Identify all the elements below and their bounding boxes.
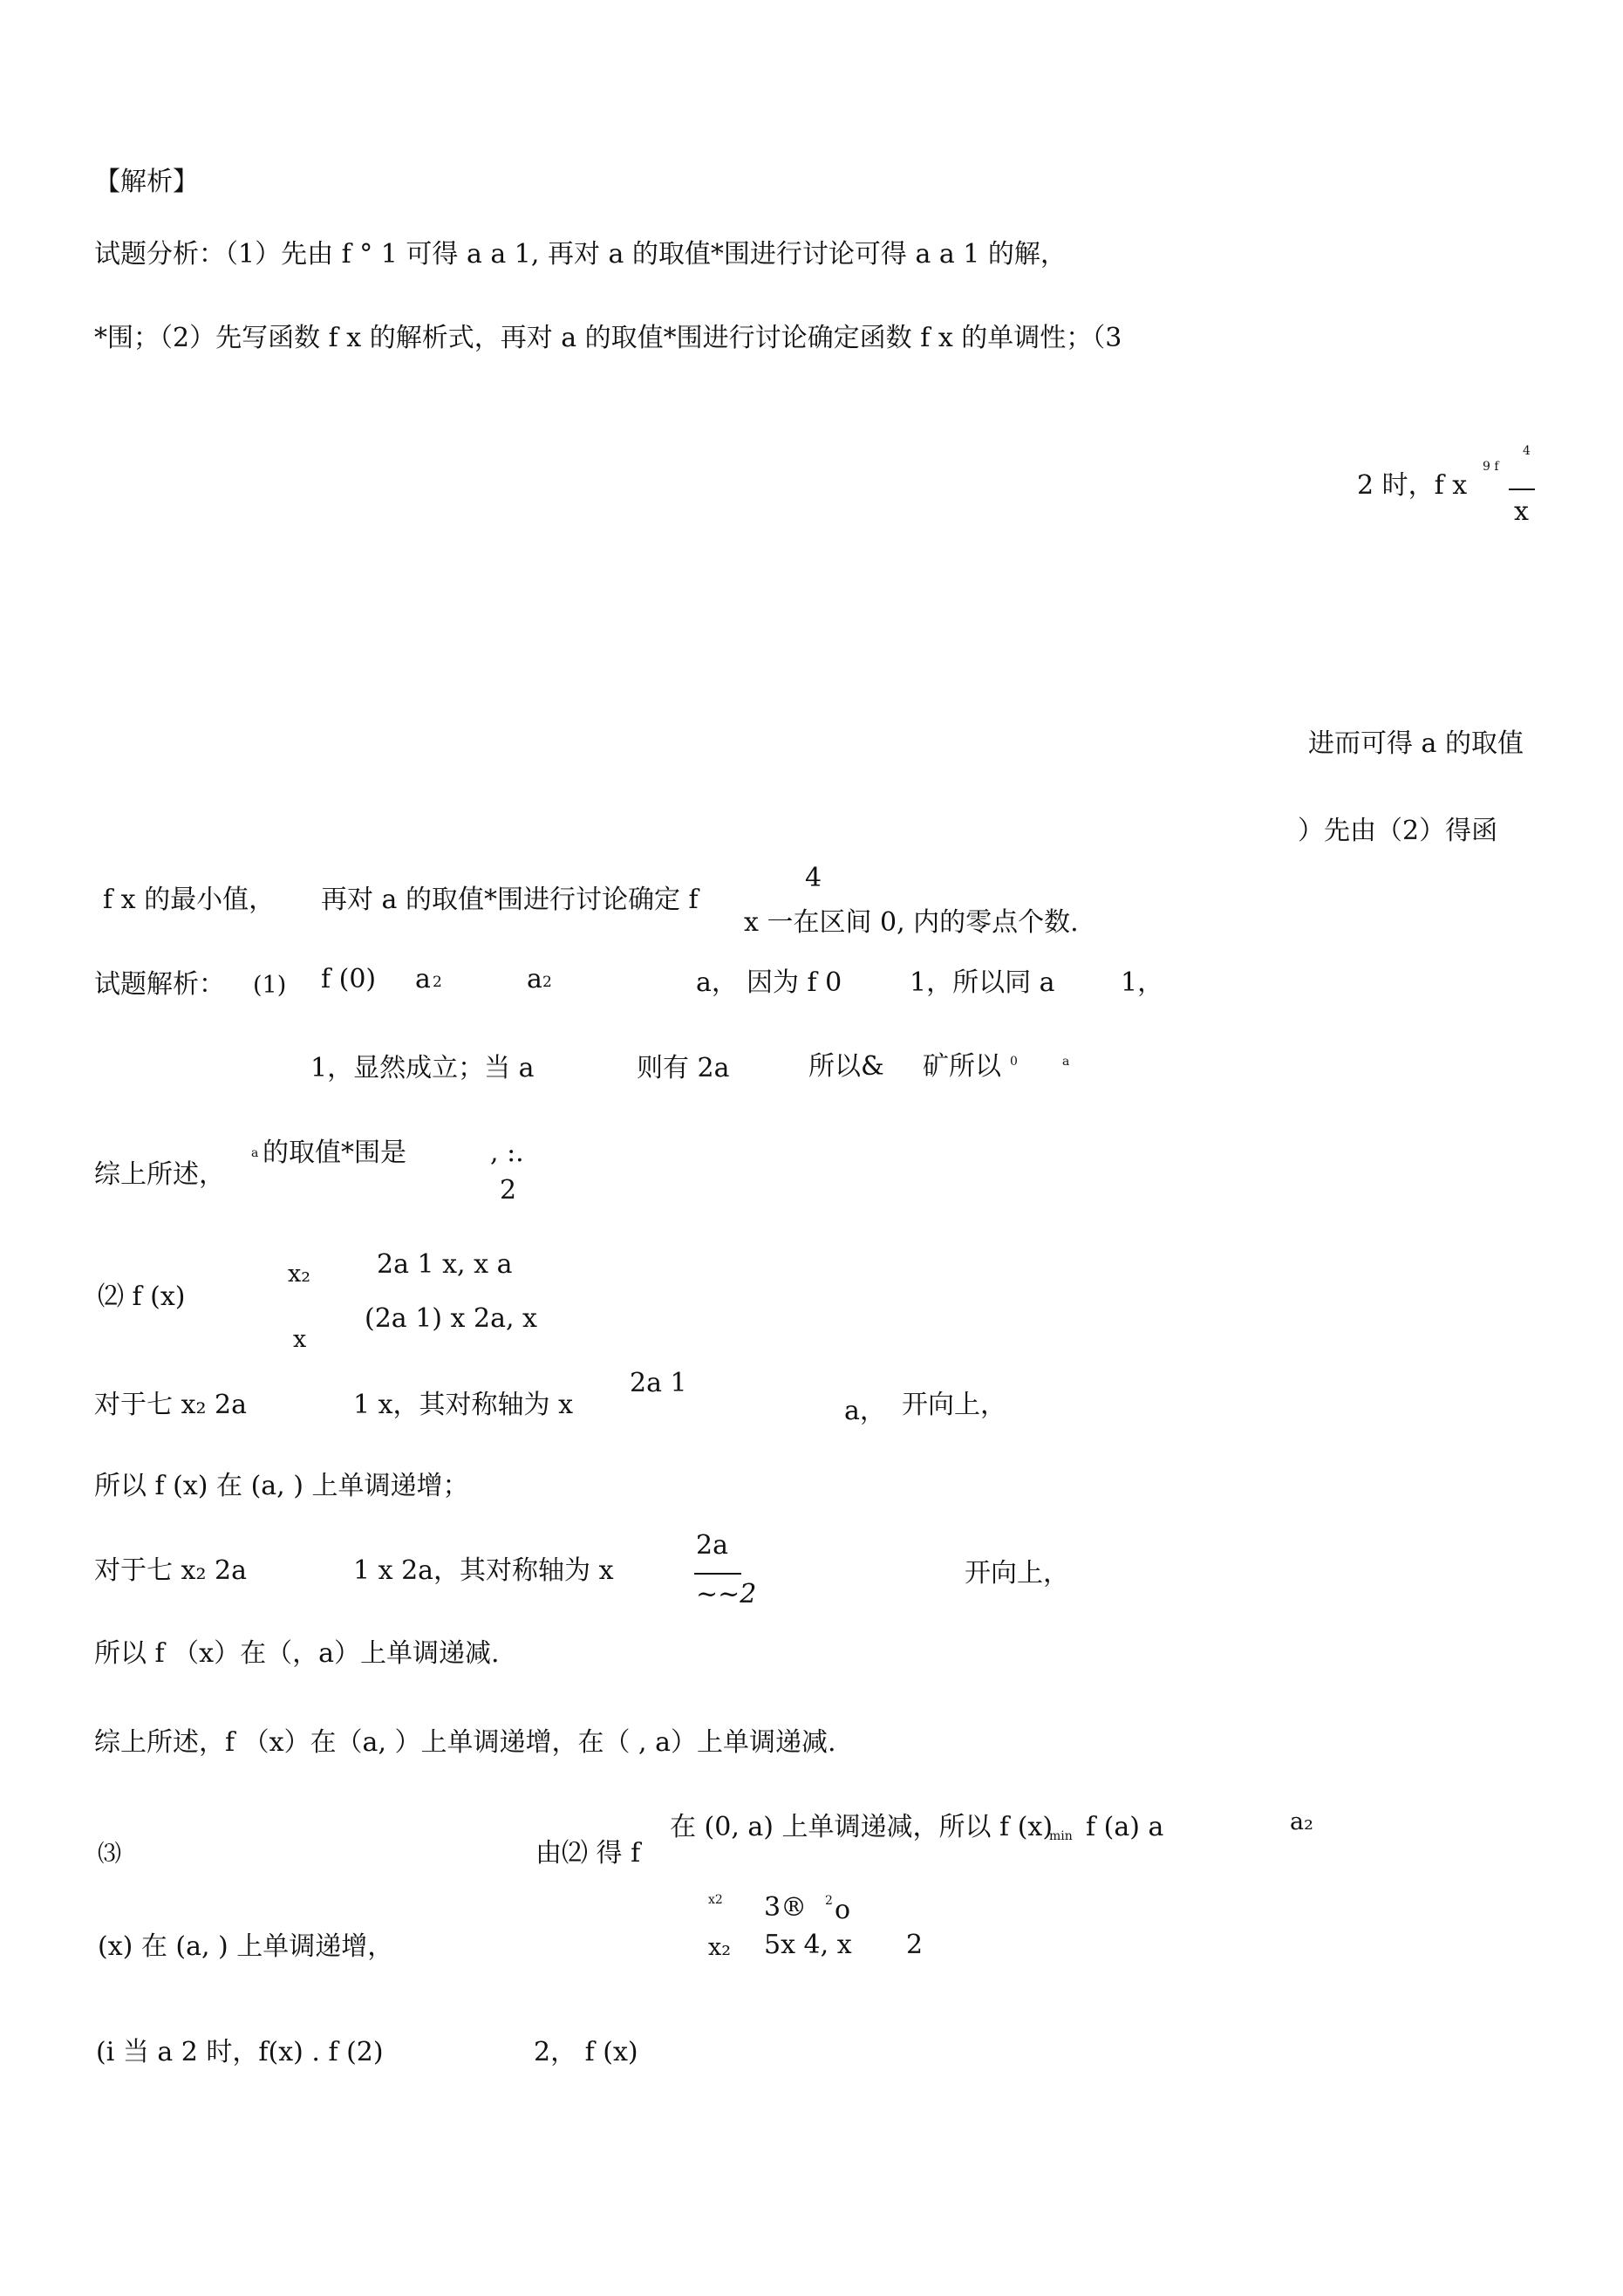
analysis-line-3-num: 4 — [805, 863, 822, 893]
row2-d: 矿所以 — [923, 1051, 1001, 1082]
analysis-line-1: 试题分析：（1）先由 f ° 1 可得 a a 1, 再对 a 的取值*围进行讨论可得 a a 1 的解， — [94, 239, 1067, 270]
analysis-line-3b: 再对 a 的取值*围进行讨论确定 f — [321, 885, 699, 915]
a2-first: a — [415, 964, 431, 994]
piecewise-x2-top: x₂ — [288, 1261, 311, 1288]
f0: f (0) — [321, 964, 377, 994]
piecewise-line-1: 2a 1 x, x a — [377, 1249, 513, 1280]
for-2-bar — [694, 1573, 741, 1575]
a-comma: a， — [696, 967, 738, 998]
circ-mark: o — [835, 1895, 851, 1925]
part-1-label: (1) — [253, 972, 287, 999]
summary-1-d: 2 — [500, 1175, 517, 1206]
summary-1-a: 综上所述， — [94, 1159, 225, 1190]
piecewise-x2-bottom-wrap — [293, 1326, 328, 1353]
summary-1-c: , :. — [490, 1138, 524, 1168]
increasing-1: 所以 f (x) 在 (a, ) 上单调递增； — [94, 1471, 469, 1501]
analysis-line-3a: f x 的最小值， — [103, 885, 276, 915]
for-1-b: 1 x，其对称轴为 x — [353, 1390, 573, 1420]
row2-c: 所以& — [808, 1051, 884, 1082]
piecewise-x2-bottom: x — [293, 1326, 307, 1353]
for-2-a: 对于七 x₂ 2a — [94, 1555, 247, 1586]
for-1-a: 对于七 x₂ 2a — [94, 1390, 247, 1420]
analysis-right-line: 进而可得 a 的取值 — [1308, 728, 1524, 759]
right-fragment-bar — [1509, 489, 1535, 490]
quadratic: 5x 4, x — [764, 1930, 852, 1960]
summary-1-b: 的取值*围是 — [263, 1138, 406, 1168]
row2-sup-a: a — [1062, 1055, 1070, 1069]
x2-sup: x2 — [708, 1893, 723, 1907]
a2-first-sub: 2 — [433, 974, 442, 991]
min-sub: min — [1049, 1829, 1073, 1843]
for-1-d: a， — [844, 1396, 886, 1426]
right-fragment: 2 时，f x — [1357, 470, 1468, 501]
for-2-b: 1 x 2a，其对称轴为 x — [353, 1555, 614, 1586]
section-title: 【解析】 — [94, 167, 199, 197]
for-2-e: 开向上， — [965, 1558, 1069, 1589]
row2-a: 1，显然成立；当 a — [310, 1053, 535, 1083]
a2-second-sub: 2 — [542, 974, 552, 991]
analysis-line-3c: x 一在区间 0, 内的零点个数. — [744, 907, 1079, 938]
by-part-2: 由⑵ 得 f — [535, 1838, 641, 1869]
right-fragment-num: 4 — [1523, 444, 1531, 458]
case-i-b: 2， f (x) — [534, 2037, 638, 2067]
part-2-label: ⑵ f (x) — [98, 1281, 186, 1312]
xa-increasing: (x) 在 (a, ) 上单调递增， — [98, 1931, 394, 1962]
three-mark: 3® — [764, 1892, 808, 1923]
two-value: 2 — [906, 1930, 924, 1960]
summary-2: 综上所述，f （x）在（a, ）上单调递增，在（ , a）上单调递减. — [94, 1727, 836, 1758]
fa: f (a) a — [1086, 1812, 1164, 1842]
x2-d: x₂ — [708, 1934, 732, 1961]
right-fragment-den: x — [1514, 496, 1529, 527]
solution-title: 试题解析： — [94, 969, 225, 1000]
because: 因为 f 0 — [747, 967, 842, 998]
summary-1-sup: a — [251, 1146, 259, 1160]
row2-b: 则有 2a — [637, 1053, 730, 1083]
for-1-c: 2a 1 — [630, 1368, 687, 1398]
for-2-den: ~~2 — [696, 1579, 757, 1609]
for-1-e: 开向上， — [902, 1390, 1006, 1420]
case-i-a: (i 当 a 2 时，f(x) . f (2) — [96, 2037, 384, 2067]
a2-c: a₂ — [1290, 1808, 1313, 1835]
piecewise-line-2: (2a 1) x 2a, x — [365, 1303, 537, 1334]
a2-second: a — [527, 964, 542, 994]
so-same: 1，所以同 a — [910, 967, 1055, 998]
analysis-line-2: *围；（2）先写函数 f x 的解析式，再对 a 的取值*围进行讨论确定函数 f x 的单调性；（3 — [94, 323, 1122, 353]
for-2-num: 2a — [696, 1530, 728, 1561]
decreasing-1: 所以 f （x）在（，a）上单调递减. — [94, 1638, 500, 1669]
row2-sup-0: 0 — [1010, 1055, 1018, 1069]
one-comma: 1， — [1121, 967, 1164, 998]
clipped-line-wrap — [1289, 816, 1524, 846]
on-0a: 在 (0, a) 上单调递减，所以 f (x) — [670, 1812, 1054, 1842]
analysis-clipped-line: ）先由（2）得函 — [1298, 816, 1498, 846]
two-sup: 2 — [825, 1894, 833, 1908]
part-3-label: ⑶ — [98, 1841, 121, 1868]
right-fragment-sup: 9 f — [1483, 460, 1499, 474]
